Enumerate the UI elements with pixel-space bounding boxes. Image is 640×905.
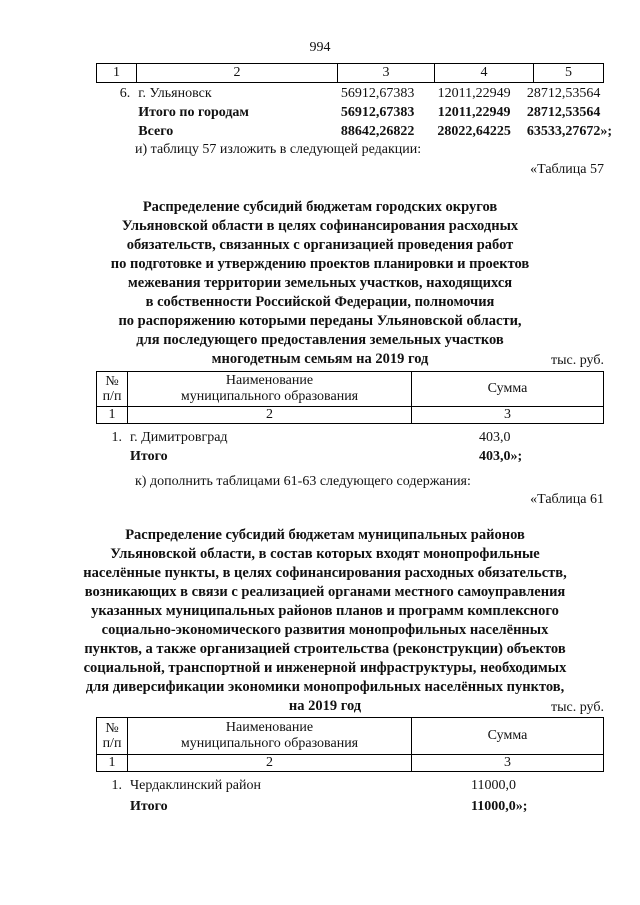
top-table-body bbox=[96, 84, 616, 141]
instruction-k: к) дополнить таблицами 61-63 следующего содержания: bbox=[135, 474, 471, 489]
col-header-5: 5 bbox=[534, 64, 604, 83]
row-name: Итого bbox=[130, 449, 168, 464]
title-line: в собственности Российской Федерации, полномочия bbox=[145, 294, 495, 310]
row-c4: 12011,22949 bbox=[437, 86, 511, 101]
title-line: для диверсификации экономики монопрофильных населённых пунктов, bbox=[85, 679, 565, 695]
title-line: населённые пункты, в целях софинансирования расходных обязательств, bbox=[83, 565, 567, 581]
table-61-body bbox=[96, 775, 604, 817]
col-index-1: 1 bbox=[97, 407, 128, 424]
table-57-header bbox=[96, 371, 604, 424]
title-line: Распределение субсидий бюджетам городских округов bbox=[142, 199, 498, 215]
title-line: по подготовке и утверждению проектов планировки и проектов bbox=[110, 256, 530, 272]
title-line: возникающих в связи с реализацией органами местного самоуправления bbox=[84, 584, 566, 600]
col-header-3: 3 bbox=[338, 64, 435, 83]
instruction-i: и) таблицу 57 изложить в следующей редакции: bbox=[135, 142, 422, 157]
row-sum: 11000,0»; bbox=[471, 799, 528, 814]
units-label: тыс. руб. bbox=[551, 353, 604, 368]
title-line: для последующего предоставления земельных участков bbox=[136, 332, 504, 348]
col-header-sum: Сумма bbox=[412, 372, 604, 407]
row-num bbox=[96, 122, 134, 141]
row-name: г. Димитровград bbox=[130, 430, 228, 445]
title-line: многодетным семьям на 2019 год bbox=[211, 351, 429, 367]
row-name: г. Ульяновск bbox=[138, 86, 212, 101]
row-sum: 403,0»; bbox=[479, 449, 523, 464]
row-c3: 56912,67383 bbox=[340, 86, 415, 101]
col-index-2: 2 bbox=[128, 407, 412, 424]
row-name: Чердаклинский район bbox=[130, 778, 261, 793]
col-index-3: 3 bbox=[412, 755, 604, 772]
col-header-num: № п/п bbox=[97, 372, 128, 407]
table-row bbox=[96, 122, 616, 141]
row-num: 1. bbox=[111, 430, 122, 445]
row-c5: 63533,27672»; bbox=[526, 124, 612, 139]
title-line: Ульяновской области, в состав которых входят монопрофильные bbox=[110, 546, 540, 562]
title-line: Распределение субсидий бюджетам муниципальных районов bbox=[125, 527, 525, 543]
row-name: Итого bbox=[130, 799, 168, 814]
row-c4: 12011,22949 bbox=[437, 105, 511, 120]
row-c4: 28022,64225 bbox=[437, 124, 511, 139]
title-line: Ульяновской области в целях софинансирования расходных bbox=[121, 218, 519, 234]
table-57-title bbox=[90, 198, 550, 369]
row-num bbox=[96, 796, 126, 817]
title-line: межевания территории земельных участков, находящихся bbox=[127, 275, 513, 291]
row-sum: 403,0 bbox=[479, 430, 511, 445]
table-57-body bbox=[96, 428, 604, 466]
title-line: на 2019 год bbox=[288, 698, 362, 714]
row-name: Всего bbox=[138, 124, 174, 139]
row-c5: 28712,53564 bbox=[526, 105, 601, 120]
row-name: Итого по городам bbox=[138, 105, 249, 120]
table-row bbox=[96, 796, 604, 817]
title-line: социально-экономического развития монопрофильных населённых bbox=[101, 622, 549, 638]
table-row bbox=[96, 428, 604, 447]
title-line: обязательств, связанных с организацией проведения работ bbox=[126, 237, 514, 253]
table-row bbox=[96, 775, 604, 796]
col-header-2: 2 bbox=[137, 64, 338, 83]
table-61-title bbox=[80, 526, 570, 716]
row-num bbox=[96, 103, 134, 122]
col-header-num: № п/п bbox=[97, 718, 128, 755]
row-num: 1. bbox=[111, 778, 122, 793]
table-57-label: «Таблица 57 bbox=[530, 162, 604, 177]
row-c3: 56912,67383 bbox=[340, 105, 415, 120]
row-c3: 88642,26822 bbox=[340, 124, 415, 139]
title-line: указанных муниципальных районов планов и программ комплексного bbox=[91, 603, 559, 619]
title-line: по распоряжению которыми переданы Ульяновской области, bbox=[118, 313, 522, 329]
title-line: социальной, транспортной и инженерной инфраструктуры, необходимых bbox=[83, 660, 567, 676]
col-index-1: 1 bbox=[97, 755, 128, 772]
row-c5: 28712,53564 bbox=[526, 86, 601, 101]
col-header-4: 4 bbox=[435, 64, 534, 83]
row-num bbox=[96, 447, 126, 466]
table-row bbox=[96, 84, 616, 103]
table-row bbox=[96, 103, 616, 122]
col-header-name: Наименование муниципального образования bbox=[128, 372, 412, 407]
col-header-name: Наименование муниципального образования bbox=[128, 718, 412, 755]
col-header-1: 1 bbox=[97, 64, 137, 83]
top-table-header bbox=[96, 63, 604, 83]
page-number: 994 bbox=[309, 40, 331, 55]
table-61-label: «Таблица 61 bbox=[530, 492, 604, 507]
col-index-2: 2 bbox=[128, 755, 412, 772]
title-line: пунктов, а также организацией строительства (реконструкции) объектов bbox=[84, 641, 566, 657]
col-header-sum: Сумма bbox=[412, 718, 604, 755]
col-index-3: 3 bbox=[412, 407, 604, 424]
table-61-header bbox=[96, 717, 604, 772]
units-label-2: тыс. руб. bbox=[551, 700, 604, 715]
row-sum: 11000,0 bbox=[471, 778, 516, 793]
table-row bbox=[96, 447, 604, 466]
row-num: 6. bbox=[119, 86, 131, 101]
